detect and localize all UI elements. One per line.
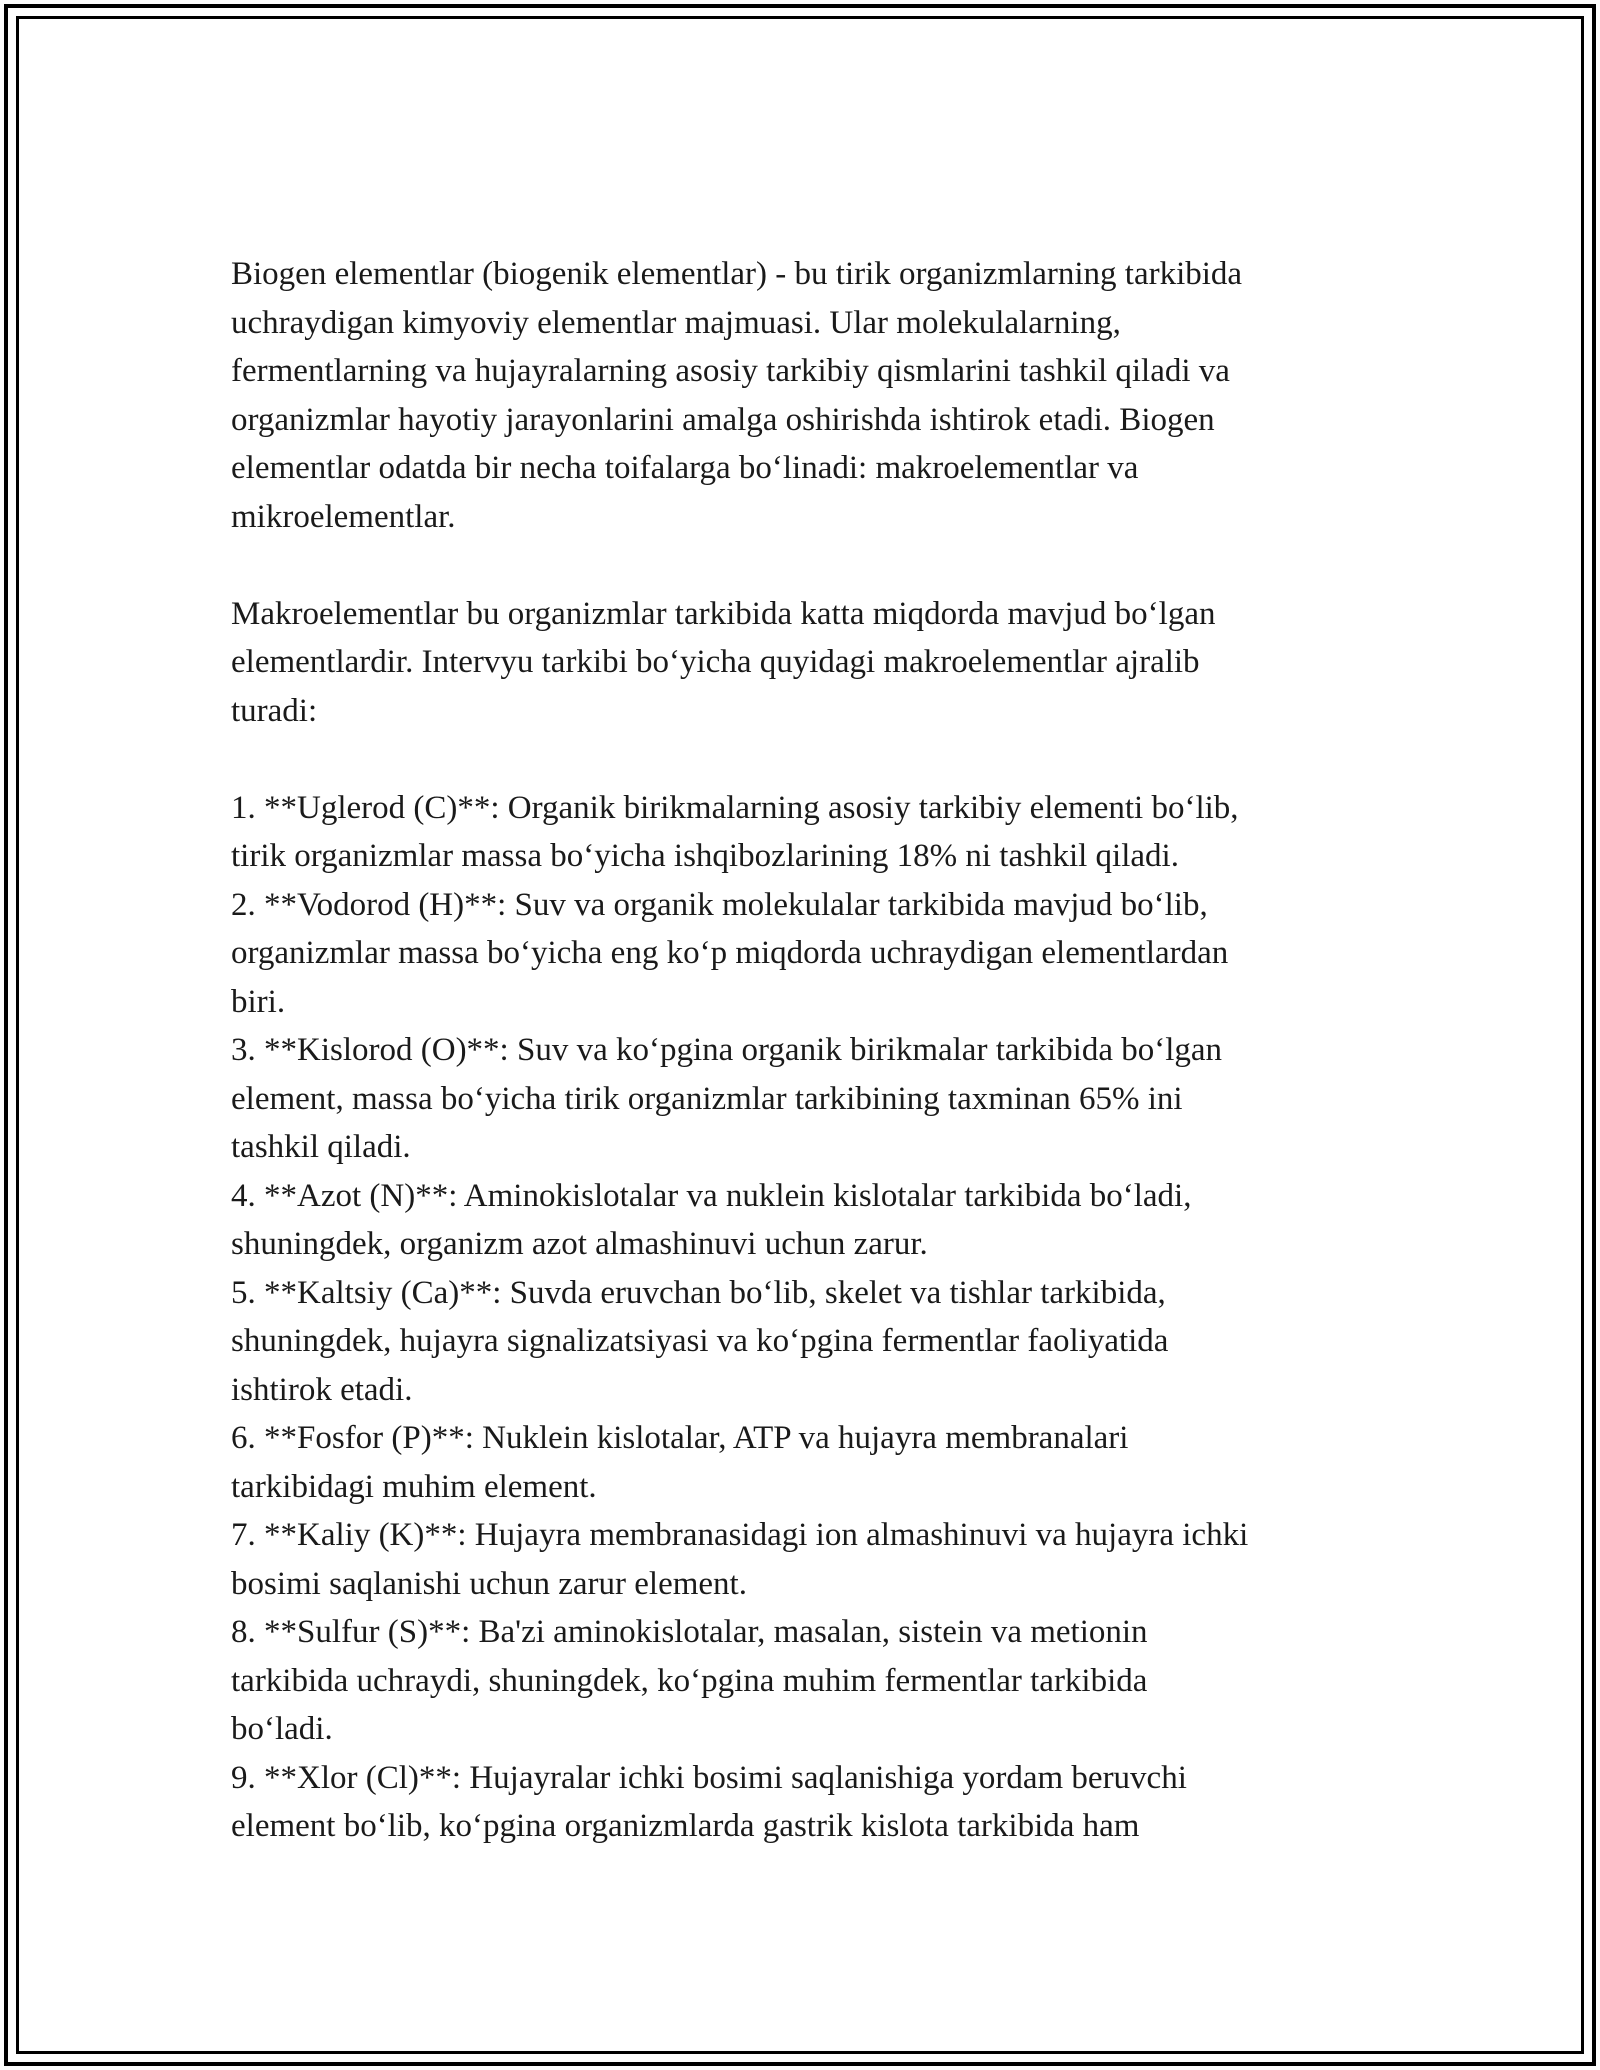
list-item-chlorine: 9. **Xlor (Cl)**: Hujayralar ichki bosimi saqlanishiga yordam beruvchi element bo‘lib, ko‘pgina organizmlarda gastrik kislota tarkibida ham (231, 1759, 1187, 1844)
list-item-phosphorus: 6. **Fosfor (P)**: Nuklein kislotalar, ATP va hujayra membranalari tarkibidagi muhim element. (231, 1420, 1129, 1505)
list-item-oxygen: 3. **Kislorod (O)**: Suv va ko‘pgina organik birikmalar tarkibida bo‘lgan element, massa bo‘yicha tirik organizmlar tarkibining taxminan 65% ini tashkil qiladi. (231, 1032, 1223, 1165)
list-item-calcium: 5. **Kaltsiy (Ca)**: Suvda eruvchan bo‘lib, skelet va tishlar tarkibida, shuningdek, hujayra signalizatsiyasi va ko‘pgina fermentlar faoliyatida ishtirok etadi. (231, 1274, 1169, 1408)
macroelement-list (231, 784, 1381, 1851)
list-item-sulfur: 8. **Sulfur (S)**: Ba'zi aminokislotalar, masalan, sistein va metionin tarkibida uchraydi, shuningdek, ko‘pgina muhim fermentlar tarkibida bo‘ladi. (231, 1614, 1148, 1747)
paragraph-gap (231, 735, 1381, 784)
list-item-nitrogen: 4. **Azot (N)**: Aminokislotalar va nuklein kislotalar tarkibida bo‘ladi, shuningdek, organizm azot almashinuvi uchun zarur. (231, 1177, 1192, 1262)
paragraph-gap (231, 541, 1381, 590)
document-body (231, 250, 1381, 1851)
macro-intro-paragraph: Makroelementlar bu organizmlar tarkibida katta miqdorda mavjud bo‘lgan elementlardir. Intervyu tarkibi bo‘yicha quyidagi makroelementlar ajralib turadi: (231, 595, 1216, 729)
list-item-hydrogen: 2. **Vodorod (H)**: Suv va organik molekulalar tarkibida mavjud bo‘lib, organizmlar massa bo‘yicha eng ko‘p miqdorda uchraydigan elementlardan biri. (231, 886, 1229, 1020)
intro-paragraph: Biogen elementlar (biogenik elementlar) - bu tirik organizmlarning tarkibida uchraydigan kimyoviy elementlar majmuasi. Ular molekulalarning, fermentlarning va hujayralarning asosiy tarkibiy qismlarini tashkil qiladi va organizmlar hayotiy jarayonlarini amalga oshirishda ishtirok etadi. Biogen elementlar odatda bir necha toifalarga bo‘linadi: makroelementlar va mikroelementlar. (231, 256, 1243, 535)
list-item-carbon: 1. **Uglerod (C)**: Organik birikmalarning asosiy tarkibiy elementi bo‘lib, tirik organizmlar massa bo‘yicha ishqibozlarining 18% ni tashkil qiladi. (231, 789, 1239, 874)
list-item-potassium: 7. **Kaliy (K)**: Hujayra membranasidagi ion almashinuvi va hujayra ichki bosimi saqlanishi uchun zarur element. (231, 1517, 1249, 1602)
